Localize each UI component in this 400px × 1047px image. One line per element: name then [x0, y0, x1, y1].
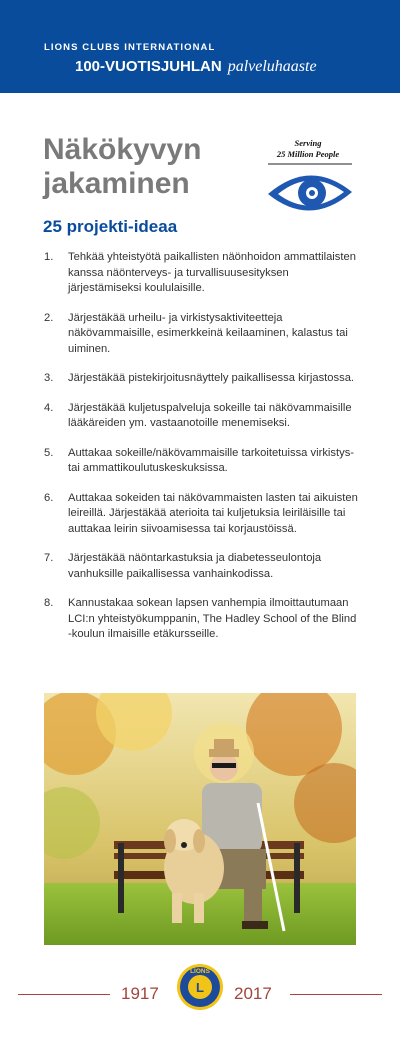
emblem-lettering: LIONS — [190, 968, 210, 975]
list-item — [44, 596, 359, 643]
item-text: Tehkää yhteistyötä paikallisten näönhoidon ammattilaisten kanssa näönterveys- ja turvallisuusesityksen järjestämiseksi koululaisille. — [68, 251, 356, 294]
item-number: 1. — [44, 251, 54, 263]
list-item — [44, 446, 359, 477]
footer — [0, 962, 400, 1022]
item-text: Järjestäkää urheilu- ja virkistysaktiviteetteja näkövammaisille, esimerkkeinä keilaaminen, kalastus tai uiminen. — [68, 311, 348, 355]
page-title: Näkökyvyn jakaminen — [43, 133, 202, 200]
item-text: Auttakaa sokeiden tai näkövammaisten lasten tai aikuisten leireillä. Järjestäkää aterioita tai kuljetuksia leiriläisille tai auttakaa leirin siivoamisessa tai korjaustöissä. — [68, 491, 358, 535]
item-text: Järjestäkää näöntarkastuksia ja diabetesseulontoja vanhuksille paikallisessa vanhainkodissa. — [68, 552, 322, 580]
item-text: Kannustakaa sokean lapsen vanhempia ilmoittautumaan LCI:n yhteistyökumppanin, The Hadley School of the Blind -koulun ilmaisille etäkursseille. — [68, 597, 357, 640]
header-banner — [0, 0, 400, 93]
event-title-italic: palveluhaaste — [227, 58, 317, 75]
year-start: 1917 — [121, 984, 159, 1003]
project-list — [44, 250, 359, 657]
footer-rule-right — [290, 994, 382, 995]
item-number: 7. — [44, 552, 54, 564]
list-item — [44, 551, 359, 582]
list-item — [44, 401, 359, 432]
event-title-bold: 100-VUOTISJUHLAN — [75, 58, 222, 75]
footer-rule-left — [18, 994, 110, 995]
item-text: Järjestäkää pistekirjoitusnäyttely paikallisessa kirjastossa. — [68, 372, 355, 384]
event-title — [75, 58, 317, 76]
serving-logo — [258, 138, 362, 222]
emblem-center-letter: L — [196, 980, 204, 995]
item-number: 4. — [44, 401, 54, 414]
lions-emblem-icon — [175, 962, 225, 1012]
list-item — [44, 371, 359, 387]
logo-line2: 25 Million People — [276, 149, 340, 159]
list-item — [44, 250, 359, 297]
logo-line1: Serving — [294, 138, 322, 148]
item-number: 2. — [44, 311, 54, 324]
eye-icon — [264, 162, 356, 222]
item-text: Auttakaa sokeille/näkövammaisille tarkoitetuissa virkistys- tai ammattikoulutuskeskuksissa. — [68, 446, 355, 474]
list-item — [44, 311, 359, 358]
list-item — [44, 491, 359, 538]
item-text: Järjestäkää kuljetuspalveluja sokeille tai näkövammaisille lääkäreiden ym. vastaanotoille menemiseksi. — [68, 401, 352, 429]
item-number: 6. — [44, 491, 54, 504]
page-subtitle: 25 projekti-ideaa — [43, 217, 178, 236]
org-name: LIONS CLUBS INTERNATIONAL — [44, 42, 216, 53]
item-number: 5. — [44, 446, 54, 459]
item-number: 3. — [44, 372, 54, 384]
park-photo — [44, 693, 356, 945]
year-end: 2017 — [234, 984, 272, 1003]
item-number: 8. — [44, 597, 54, 609]
